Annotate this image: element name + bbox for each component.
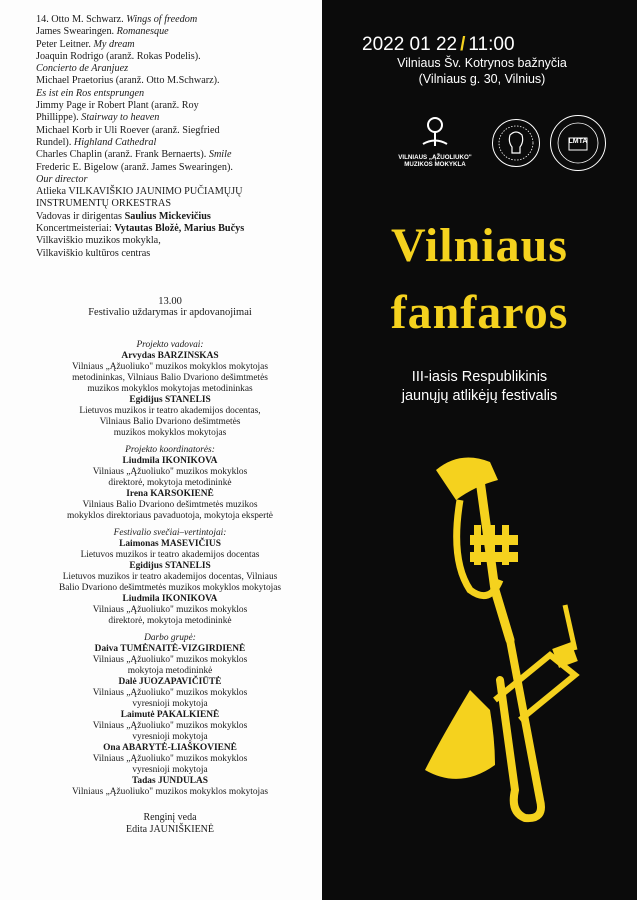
portrait-icon — [493, 120, 539, 166]
credits-person-name: Daiva TUMĖNAITĖ-VIZGIRDIENĖ — [94, 644, 246, 654]
azuoliukas-emblem-icon — [415, 115, 455, 149]
program-line — [36, 149, 316, 161]
host-block — [24, 812, 316, 836]
credits-person-role: Vilniaus „Ąžuoliuko" muzikos mokyklos — [92, 721, 248, 731]
program-line — [36, 14, 316, 26]
credits-person-role: Vilniaus Balio Dvariono dešimtmetės muzikos — [82, 500, 258, 510]
program-line-part: INSTRUMENTŲ ORKESTRAS — [36, 198, 171, 210]
program-line-part: Charles Chaplin (aranž. Frank Bernaerts). — [36, 149, 209, 161]
program-line-part: Wings of freedom — [126, 14, 198, 25]
event-date-time — [362, 34, 515, 56]
program-line-part: Peter Leitner. — [36, 38, 94, 50]
host-label: Renginį veda — [143, 812, 197, 823]
credits-person-role: vyresnioji mokytoja — [132, 732, 208, 742]
logo1-line2: MUZIKOS MOKYKLA — [404, 161, 466, 168]
event-time: 11:00 — [468, 34, 515, 55]
credits-person-name: Liudmila IKONIKOVA — [122, 594, 218, 604]
program-line-part: Atlieka VILKAVIŠKIO JAUNIMO PUČIAMŲJŲ — [36, 186, 243, 198]
program-line-part: My dream — [93, 38, 135, 50]
lmta-seal — [550, 115, 606, 171]
credits-person-name: Arvydas BARZINSKAS — [121, 351, 219, 361]
venue-name: Vilniaus Šv. Kotrynos bažnyčia — [397, 56, 567, 70]
program-line — [36, 137, 316, 149]
credits-person-role: Vilniaus „Ąžuoliuko" muzikos mokyklos mokytojas — [72, 362, 268, 372]
azuoliukas-school-logo — [392, 115, 478, 175]
program-line — [36, 174, 316, 186]
program-line-part: James Swearingen. — [36, 26, 117, 38]
logo1-line1: VILNIAUS „ĄŽUOLIUKO" — [398, 154, 472, 161]
program-line-part: Concierto de Aranjuez — [36, 63, 129, 75]
credits-section-heading: Darbo grupė: — [144, 633, 196, 643]
program-line — [36, 88, 316, 100]
program-line-part: Koncertmeisteriai: — [36, 223, 115, 235]
event-date: 2022 01 22 — [362, 34, 458, 55]
program-line — [36, 211, 316, 223]
program-line-part: Vilkaviškio kultūros centras — [36, 247, 151, 259]
logos-row — [392, 115, 622, 175]
program-line-part: Joaquin Rodrigo (aranž. Rokas Podelis). — [36, 50, 201, 62]
program-line — [36, 223, 316, 235]
credits-person-role: Lietuvos muzikos ir teatro akademijos docentas, Vilniaus — [62, 572, 278, 582]
credits-person-role: vyresnioji mokytoja — [132, 699, 208, 709]
program-line — [36, 125, 316, 137]
credits-person-name: Laimutė PAKALKIENĖ — [120, 710, 220, 720]
credits-person-role: direktorė, mokytoja metodininkė — [108, 478, 232, 488]
program-line-part: Vadovas ir dirigentas — [36, 210, 125, 222]
credits-person-role: Vilniaus „Ąžuoliuko" muzikos mokyklos — [92, 467, 248, 477]
program-line — [36, 162, 316, 174]
program-line — [36, 186, 316, 198]
program-line-part: 14. Otto M. Schwarz. — [36, 14, 127, 25]
date-separator: / — [460, 34, 466, 55]
credits-section-heading: Projekto vadovai: — [136, 340, 204, 350]
credits-person-role: Vilniaus „Ąžuoliuko" muzikos mokyklos — [92, 688, 248, 698]
credits-section-heading: Festivalio svečiai–vertintojai: — [113, 528, 227, 538]
program-line — [36, 26, 316, 38]
festival-title-line2: fanfaros — [390, 286, 569, 339]
composer-portrait-seal-icon — [492, 119, 540, 167]
credits-person-role: vyresnioji mokytoja — [132, 765, 208, 775]
program-line — [36, 235, 316, 247]
program-line — [36, 198, 316, 210]
festival-subtitle — [322, 368, 637, 406]
lmta-text: LMTA — [568, 138, 588, 145]
poster-panel — [322, 0, 637, 900]
credits-person-role: Vilniaus „Ąžuoliuko" muzikos mokyklos — [92, 754, 248, 764]
closing-time: 13.00 — [158, 296, 182, 307]
program-line-part: Vilkaviškio muzikos mokykla, — [36, 235, 161, 247]
credits-person-role: Vilniaus Balio Dvariono dešimtmetės — [99, 417, 241, 427]
credits-person-role: metodininkas, Vilniaus Balio Dvariono dešimtmetės — [72, 373, 268, 383]
credits-person-name: Laimonas MASEVIČIUS — [119, 539, 221, 549]
program-line-part: Phillippe). — [36, 112, 82, 124]
program-line-part: Smile — [208, 149, 232, 161]
credits-person-role: Vilniaus „Ąžuoliuko" muzikos mokyklos — [92, 605, 248, 615]
program-line-part: Saulius Mickevičius — [124, 210, 211, 222]
program-line — [36, 100, 316, 112]
credits-person-role: direktorė, mokytoja metodininkė — [108, 616, 232, 626]
program-line — [36, 39, 316, 51]
program-line — [36, 248, 316, 260]
subtitle-line2: jaunųjų atlikėjų festivalis — [401, 388, 558, 404]
program-line-part: Romanesque — [116, 26, 169, 38]
credits-person-name: Egidijus STANELIS — [129, 561, 211, 571]
program-line-part: Jimmy Page ir Robert Plant (aranž. Roy — [36, 100, 199, 112]
credits-person-role: Balio Dvariono dešimtmetės muzikos mokyklos mokytojas — [58, 583, 282, 593]
festival-title-line1: Vilniaus — [391, 219, 568, 272]
credits-person-role: mokyklos direktoriaus pavaduotoja, mokytoja ekspertė — [67, 511, 273, 521]
subtitle-line1: III-iasis Respublikinis — [411, 369, 548, 385]
credits-person-name: Liudmila IKONIKOVA — [122, 456, 218, 466]
credits-person-role: muzikos mokyklos mokytojas — [113, 428, 227, 438]
program-line — [36, 112, 316, 124]
program-line-part: Es ist ein Ros entsprungen — [36, 87, 145, 99]
closing-block — [24, 296, 316, 318]
credits-person-name: Tadas JUNDULAS — [132, 776, 208, 786]
program-line-part: Highland Cathedral — [73, 136, 157, 148]
program-line-part: Vytautas Bložė, Marius Bučys — [114, 223, 245, 235]
credits-person-role: Vilniaus „Ąžuoliuko" muzikos mokyklos — [92, 655, 248, 665]
closing-title: Festivalio uždarymas ir apdovanojimai — [88, 307, 252, 318]
program-line-part: Frederic E. Bigelow (aranž. James Swearingen). — [36, 161, 233, 173]
credits-person-role: Vilniaus „Ąžuoliuko" muzikos mokyklos mokytojas — [72, 787, 268, 797]
program-line — [36, 63, 316, 75]
credits-person-name: Irena KARSOKIENĖ — [126, 489, 214, 499]
program-line — [36, 51, 316, 63]
credits-person-name: Dalė JUOZAPAVIČIŪTĖ — [118, 677, 222, 687]
credits-person-role: mokytoja metodininkė — [127, 666, 213, 676]
credits-person-name: Egidijus STANELIS — [129, 395, 211, 405]
program-line-part: Rundel). — [36, 136, 74, 148]
credits-person-role: Lietuvos muzikos ir teatro akademijos docentas — [80, 550, 260, 560]
program-line-part: Michael Korb ir Uli Roever (aranž. Siegfried — [36, 124, 220, 136]
program-line-part: Michael Praetorius (aranž. Otto M.Schwarz). — [36, 75, 220, 87]
program-line — [36, 75, 316, 87]
program-line-part: Stairway to heaven — [81, 112, 160, 124]
credits-section-heading: Projekto koordinatorės: — [125, 445, 215, 455]
program-line-part: Our director — [36, 173, 88, 185]
credits-person-role: Lietuvos muzikos ir teatro akademijos docentas, — [79, 406, 261, 416]
credits-person-role: muzikos mokyklos mokytojas metodininkas — [87, 384, 253, 394]
credits-person-name: Ona ABARYTĖ-LIAŠKOVIENĖ — [103, 743, 237, 753]
credits-block — [24, 340, 316, 798]
program-list — [36, 14, 316, 260]
venue-address: (Vilniaus g. 30, Vilnius) — [418, 72, 546, 86]
host-name: Edita JAUNIŠKIENĖ — [125, 824, 215, 835]
trumpet-trombone-illustration-icon — [400, 440, 630, 860]
